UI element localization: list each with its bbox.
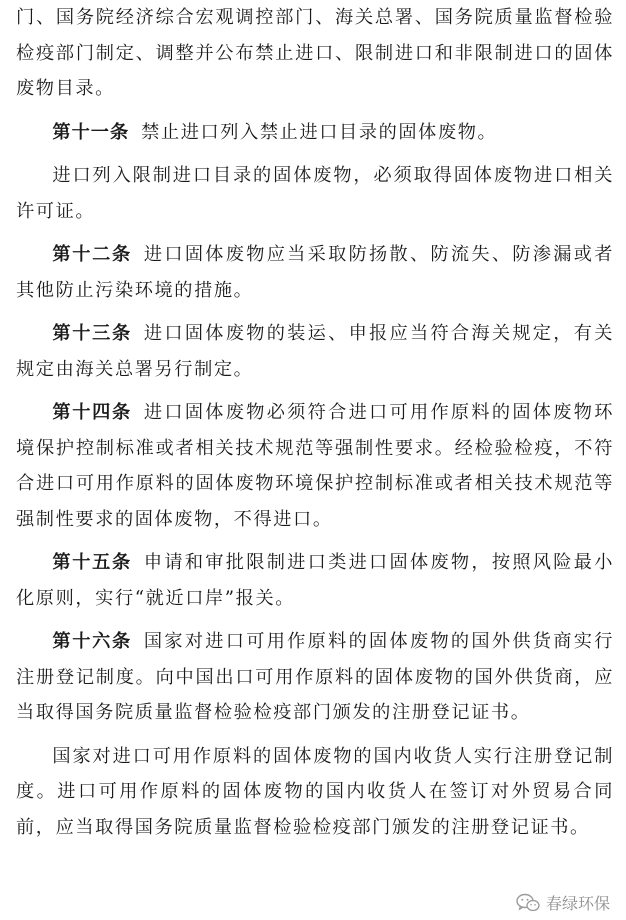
- paragraph-text: 申请和审批限制进口类进口固体废物，按照风险最小化原则，实行“就近口岸”报关。: [16, 552, 614, 609]
- paragraph-text: 门、国务院经济综合宏观调控部门、海关总署、国务院质量监督检验检疫部门制定、调整并公布禁止进口、限制进口和非限制进口的固体废物目录。: [16, 7, 614, 99]
- paragraph-text: 进口固体废物必须符合进口可用作原料的固体废物环境保护控制标准或者相关技术规范等强制性要求。经检验检疫，不符合进口可用作原料的固体废物环境保护控制标准或者相关技术规范等强制性要求的固体废物，不得进口。: [16, 402, 614, 530]
- paragraph-article-13: [16, 316, 614, 387]
- paragraph-text: 国家对进口可用作原料的固体废物的国外供货商实行注册登记制度。向中国出口可用作原料的固体废物的国外供货商，应当取得国务院质量监督检验检疫部门颁发的注册登记证书。: [16, 631, 614, 723]
- paragraph-article-12: [16, 237, 614, 308]
- paragraph-text: 国家对进口可用作原料的固体废物的国内收货人实行注册登记制度。进口可用作原料的固体废物的国内收货人在签订对外贸易合同前，应当取得国务院质量监督检验检疫部门颁发的注册登记证书。: [16, 745, 614, 838]
- article-number: 第十四条: [52, 402, 132, 423]
- article-number: 第十六条: [52, 631, 132, 652]
- article-number: 第十三条: [52, 323, 132, 344]
- paragraph-text: 禁止进口列入禁止进口目录的固体废物。: [141, 121, 498, 143]
- paragraph-text: 进口固体废物应当采取防扬散、防流失、防渗漏或者其他防止污染环境的措施。: [16, 244, 614, 301]
- paragraph-text: 进口列入限制进口目录的固体废物，必须取得固体废物进口相关许可证。: [16, 165, 614, 222]
- paragraph-article-16: [16, 624, 614, 731]
- paragraph-8: [16, 739, 614, 846]
- paragraph-text: 进口固体废物的装运、申报应当符合海关规定，有关规定由海关总署另行制定。: [16, 323, 614, 380]
- article-number: 第十二条: [52, 244, 132, 265]
- paragraph-article-14: [16, 395, 614, 537]
- paragraph-article-15: [16, 545, 614, 616]
- watermark: [516, 891, 610, 914]
- article-number: 第十一条: [52, 121, 130, 143]
- paragraph-article-11: [16, 115, 614, 151]
- watermark-text: 春绿环保: [545, 894, 610, 913]
- paragraph-2: [16, 158, 614, 229]
- wechat-icon: [516, 893, 540, 913]
- article-number: 第十五条: [52, 552, 132, 573]
- paragraph-0: [16, 0, 614, 107]
